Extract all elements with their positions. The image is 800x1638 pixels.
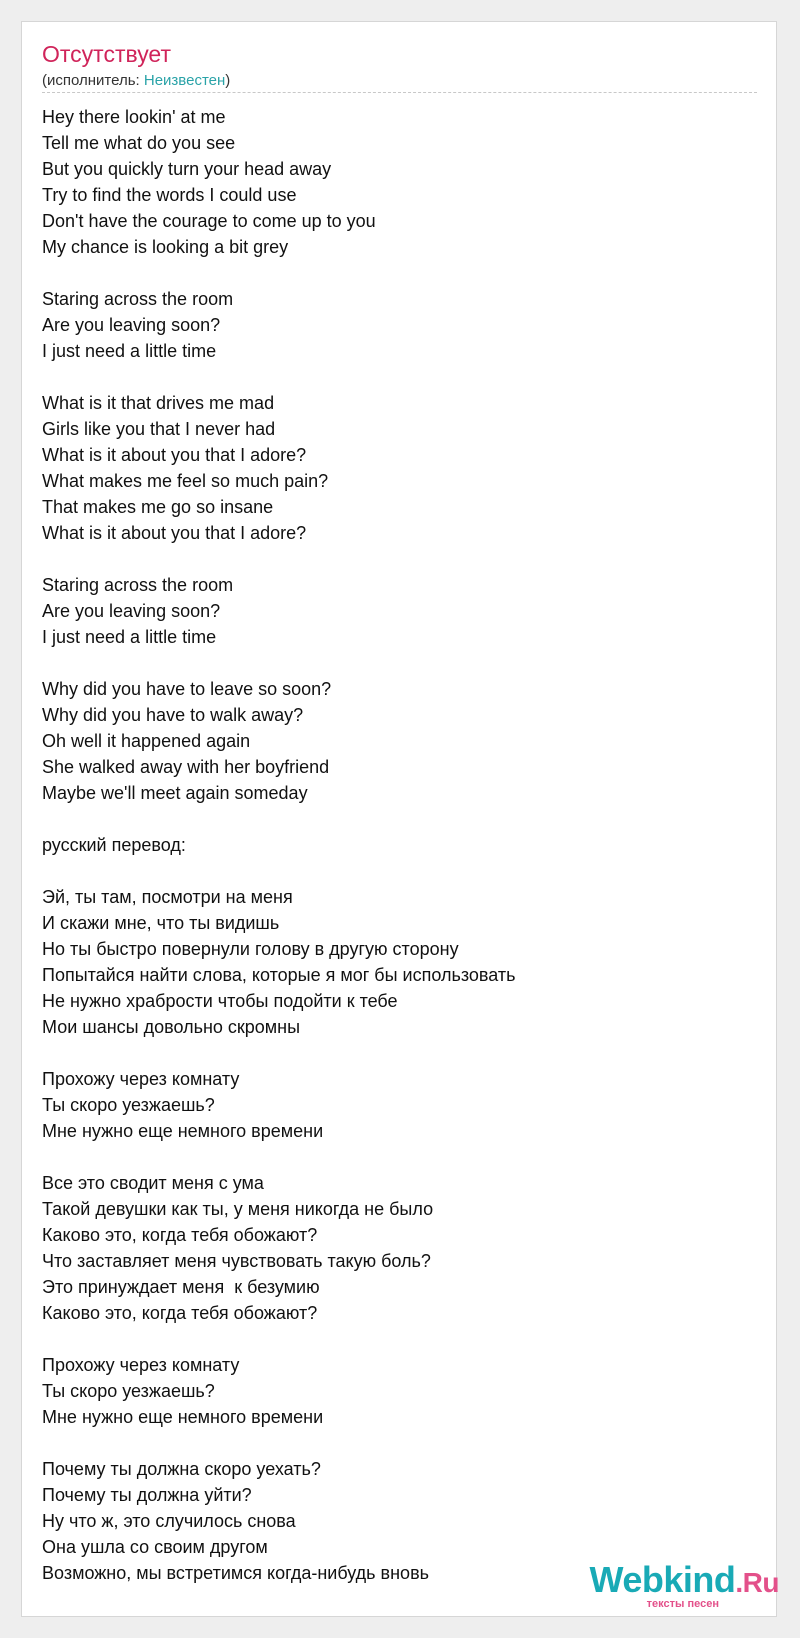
lyric-line: Попытайся найти слова, которые я мог бы использовать (42, 965, 516, 985)
lyric-line: Maybe we'll meet again someday (42, 783, 308, 803)
lyric-line: Возможно, мы встретимся когда-нибудь вновь (42, 1563, 430, 1583)
lyric-line: Почему ты должна скоро уехать? (42, 1459, 321, 1479)
lyric-line: Ты скоро уезжаешь? (42, 1381, 215, 1401)
lyric-line: Oh well it happened again (42, 731, 251, 751)
lyric-line: Каково это, когда тебя обожают? (42, 1225, 318, 1245)
performer-line (42, 72, 230, 90)
lyric-line: Это принуждает меня к безумию (42, 1277, 320, 1297)
lyric-line: Прохожу через комнату (42, 1355, 240, 1375)
stanza-break (42, 1144, 757, 1170)
lyric-line: Мне нужно еще немного времени (42, 1121, 324, 1141)
stanza-break (42, 806, 757, 832)
stanza-break (42, 858, 757, 884)
lyric-line: What is it about you that I adore? (42, 523, 307, 543)
lyric-line: Ну что ж, это случилось снова (42, 1511, 296, 1531)
lyric-line: But you quickly turn your head away (42, 159, 332, 179)
watermark-tld: .Ru (735, 1567, 779, 1598)
lyric-line: What is it that drives me mad (42, 393, 275, 413)
stanza-break (42, 260, 757, 286)
watermark-tagline: тексты песен (646, 1598, 719, 1610)
stanza-break (42, 1430, 757, 1456)
lyric-line: My chance is looking a bit grey (42, 237, 289, 257)
lyric-line: She walked away with her boyfriend (42, 757, 330, 777)
lyric-line: Hey there lookin' at me (42, 107, 226, 127)
lyric-line: Are you leaving soon? (42, 315, 221, 335)
lyrics-card (21, 21, 777, 1617)
webkind-watermark-logo (579, 1560, 779, 1610)
stanza-break (42, 364, 757, 390)
lyric-line: Что заставляет меня чувствовать такую боль? (42, 1251, 431, 1271)
stanza-break (42, 1326, 757, 1352)
lyric-line: Каково это, когда тебя обожают? (42, 1303, 318, 1323)
lyric-line: Try to find the words I could use (42, 185, 297, 205)
watermark-wordmark (590, 1560, 779, 1603)
lyric-line: What makes me feel so much pain? (42, 471, 329, 491)
lyric-line: Прохожу через комнату (42, 1069, 240, 1089)
lyric-line: русский перевод: (42, 835, 186, 855)
lyric-line: Не нужно храбрости чтобы подойти к тебе (42, 991, 398, 1011)
lyric-line: Don't have the courage to come up to you (42, 211, 376, 231)
stanza-break (42, 650, 757, 676)
song-title: Отсутствует (42, 41, 171, 67)
lyric-line: Все это сводит меня с ума (42, 1173, 264, 1193)
lyric-line: Why did you have to walk away? (42, 705, 304, 725)
performer-suffix: ) (225, 72, 231, 89)
performer-link[interactable]: Неизвестен (143, 72, 226, 89)
lyric-line: Мне нужно еще немного времени (42, 1407, 324, 1427)
lyric-line: Girls like you that I never had (42, 419, 276, 439)
lyric-line: Staring across the room (42, 575, 234, 595)
lyric-line: Ты скоро уезжаешь? (42, 1095, 215, 1115)
lyric-line: Tell me what do you see (42, 133, 236, 153)
lyric-line: I just need a little time (42, 341, 217, 361)
performer-prefix: (исполнитель: (42, 72, 144, 89)
stanza-break (42, 546, 757, 572)
lyric-line: Но ты быстро повернули голову в другую сторону (42, 939, 459, 959)
lyric-line: Она ушла со своим другом (42, 1537, 268, 1557)
stanza-break (42, 1040, 757, 1066)
lyric-line: Are you leaving soon? (42, 601, 221, 621)
lyric-line: Эй, ты там, посмотри на меня (42, 887, 293, 907)
title-divider (42, 92, 757, 93)
lyric-line: Why did you have to leave so soon? (42, 679, 332, 699)
lyric-line: И скажи мне, что ты видишь (42, 913, 280, 933)
lyric-line: Такой девушки как ты, у меня никогда не было (42, 1199, 434, 1219)
lyric-line: Staring across the room (42, 289, 234, 309)
lyric-line: Почему ты должна уйти? (42, 1485, 252, 1505)
lyric-line: Мои шансы довольно скромны (42, 1017, 301, 1037)
lyrics-body (42, 104, 757, 1586)
lyric-line: What is it about you that I adore? (42, 445, 307, 465)
lyric-line: That makes me go so insane (42, 497, 274, 517)
watermark-brand: Webkind (589, 1559, 736, 1600)
lyric-line: I just need a little time (42, 627, 217, 647)
